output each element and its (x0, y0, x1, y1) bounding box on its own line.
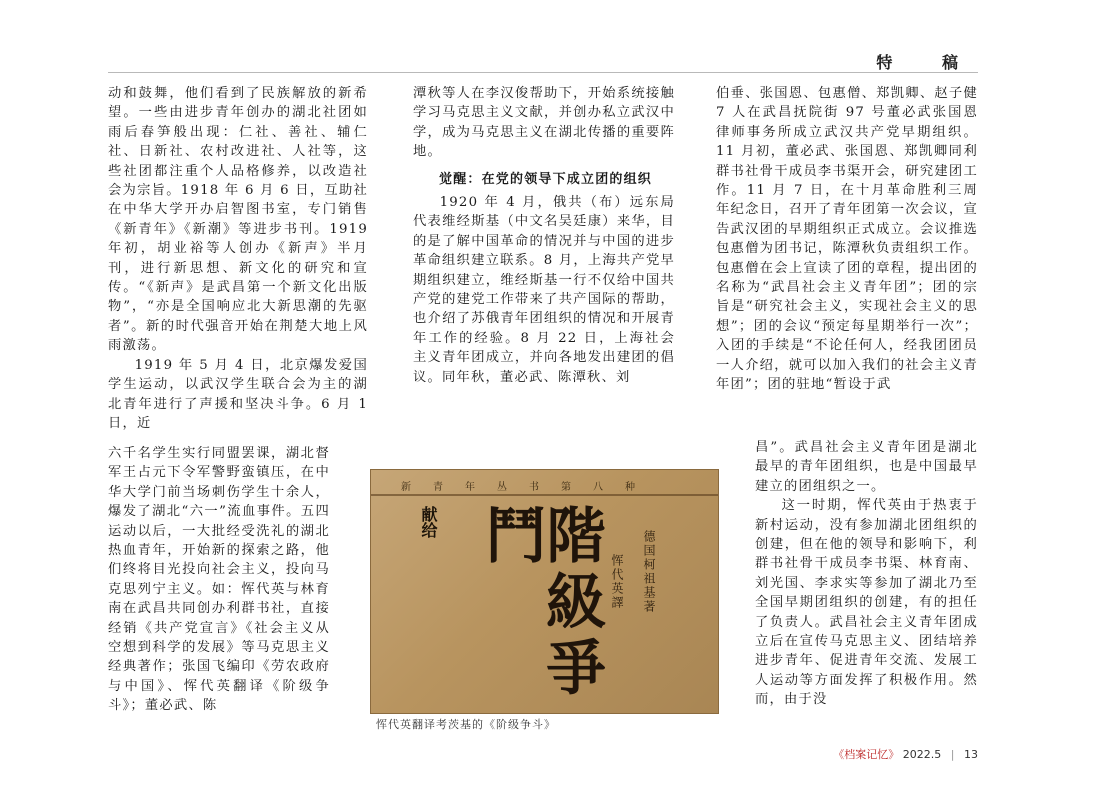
book-cover-photo (370, 469, 719, 714)
section-subheading: 觉醒：在党的领导下成立团的组织 (439, 171, 653, 187)
header-rule (108, 72, 978, 73)
paragraph: 1920 年 4 月，俄共（布）远东局代表维经斯基（中文名吴廷康）来华，目的是了解中国革命的情况并与中国的进步革命组织建立联系。8 月，上海共产党早期组织建立，维经斯基一行不仅给中国共产党的建党工作带来了共产国际的帮助，也介绍了苏俄青年团组织的情况和开展青年工作的经验。8 月 22 日，上海社会主义青年团成立，并向各地发出建团的倡议。同年秋，董必武、陈潭秋、刘 (413, 195, 675, 385)
section-title: 特 稿 (876, 53, 980, 72)
paragraph: 昌”。武昌社会主义青年团是湖北最早的青年团组织，也是中国最早建立的团组织之一。 (755, 440, 978, 494)
paragraph: 伯垂、张国恩、包惠僧、郑凯卿、赵子健 7 人在武昌抚院街 97 号董必武张国恩律师事务所成立武汉共产党早期组织。11 月初，董必武、张国恩、郑凯卿同利群书社骨干成员李书渠开会，研究建团工作。11 月 7 日，在十月革命胜利三周年纪念日，召开了青年团第一次会议，宣告武汉团的早期组织正式成立。会议推选包惠僧为团书记，陈潭秋负责组织工作。包惠僧在会上宣读了团的章程，提出团的名称为“武昌社会主义青年团”；团的宗旨是“研究社会主义，实现社会主义的思想”；团的会议“预定每星期举行一次”；入团的手续是“不论任何人，经我团团员一人介绍，就可以加入我们的社会主义青年团”；团的驻地“暂设于武 (716, 86, 978, 393)
paragraph: 六千名学生实行同盟罢课，湖北督军王占元下令军警野蛮镇压，在中华大学门前当场刺伤学生十余人，爆发了湖北“六一”流血事件。五四运动以后，一大批经受洗礼的湖北热血青年，开始新的探索之路，他们终将目光投向社会主义，投向马克思列宁主义。如：恽代英与林育南在武昌共同创办利群书社，直接经销《共产党宣言》《社会主义从空想到科学的发展》等马克思主义经典著作；张国飞编印《劳农政府与中国》、恽代英翻译《阶级争斗》；董必武、陈 (108, 446, 330, 714)
column-1-continued (108, 444, 330, 716)
issue-number: 2022.5 (902, 748, 942, 761)
cover-rule (371, 494, 718, 496)
column-3 (716, 84, 978, 395)
page-footer (833, 746, 978, 762)
handwritten-dedication: 献给 (419, 506, 438, 538)
column-3-continued (755, 438, 978, 710)
column-1 (108, 84, 368, 433)
book-author-credit: 德国柯祖基著 (642, 530, 656, 614)
book-series-label: 新青年丛书第八种 (401, 482, 657, 493)
footer-separator: | (950, 748, 955, 761)
book-title: 階級爭鬥 (476, 504, 606, 702)
page-number: 13 (964, 748, 978, 761)
paragraph: 潭秋等人在李汉俊帮助下，开始系统接触学习马克思主义文献，并创办私立武汉中学，成为马克思主义在湖北传播的重要阵地。 (413, 86, 675, 160)
paragraph: 这一时期，恽代英由于热衷于新村运动，没有参加湖北团组织的创建，但在他的领导和影响下，利群书社骨干成员李书渠、林育南、刘光国、李求实等参加了湖北乃至全国早期团组织的创建，有的担任了负责人。武昌社会主义青年团成立后在宣传马克思主义、团结培养进步青年、促进青年交流、发展工人运动等方面发挥了积极作用。然而，由于没 (755, 498, 978, 708)
book-translator-credit: 恽代英譯 (610, 554, 624, 610)
paragraph: 动和鼓舞，他们看到了民族解放的新希望。一些由进步青年创办的湖北社团如雨后春笋般出现：仁社、善社、辅仁社、日新社、农村改进社、人社等，这些社团都注重个人品格修养，以改造社会为宗旨。1918 年 6 月 6 日，互助社在中华大学开办启智图书室，专门销售《新青年》《新潮》等进步书刊。1919 年初，胡业裕等人创办《新声》半月刊，进行新思想、新文化的研究和宣传。“《新声》是武昌第一个新文化出版物”，“亦是全国响应北大新思潮的先驱者”。新的时代强音开始在荆楚大地上风雨激荡。 (108, 86, 368, 354)
magazine-name: 《档案记忆》 (833, 748, 900, 761)
paragraph: 1919 年 5 月 4 日，北京爆发爱国学生运动，以武汉学生联合会为主的湖北青年进行了声援和坚决斗争。6 月 1 日，近 (108, 357, 368, 431)
column-2 (413, 84, 675, 387)
photo-caption: 恽代英翻译考茨基的《阶级争斗》 (376, 718, 556, 731)
